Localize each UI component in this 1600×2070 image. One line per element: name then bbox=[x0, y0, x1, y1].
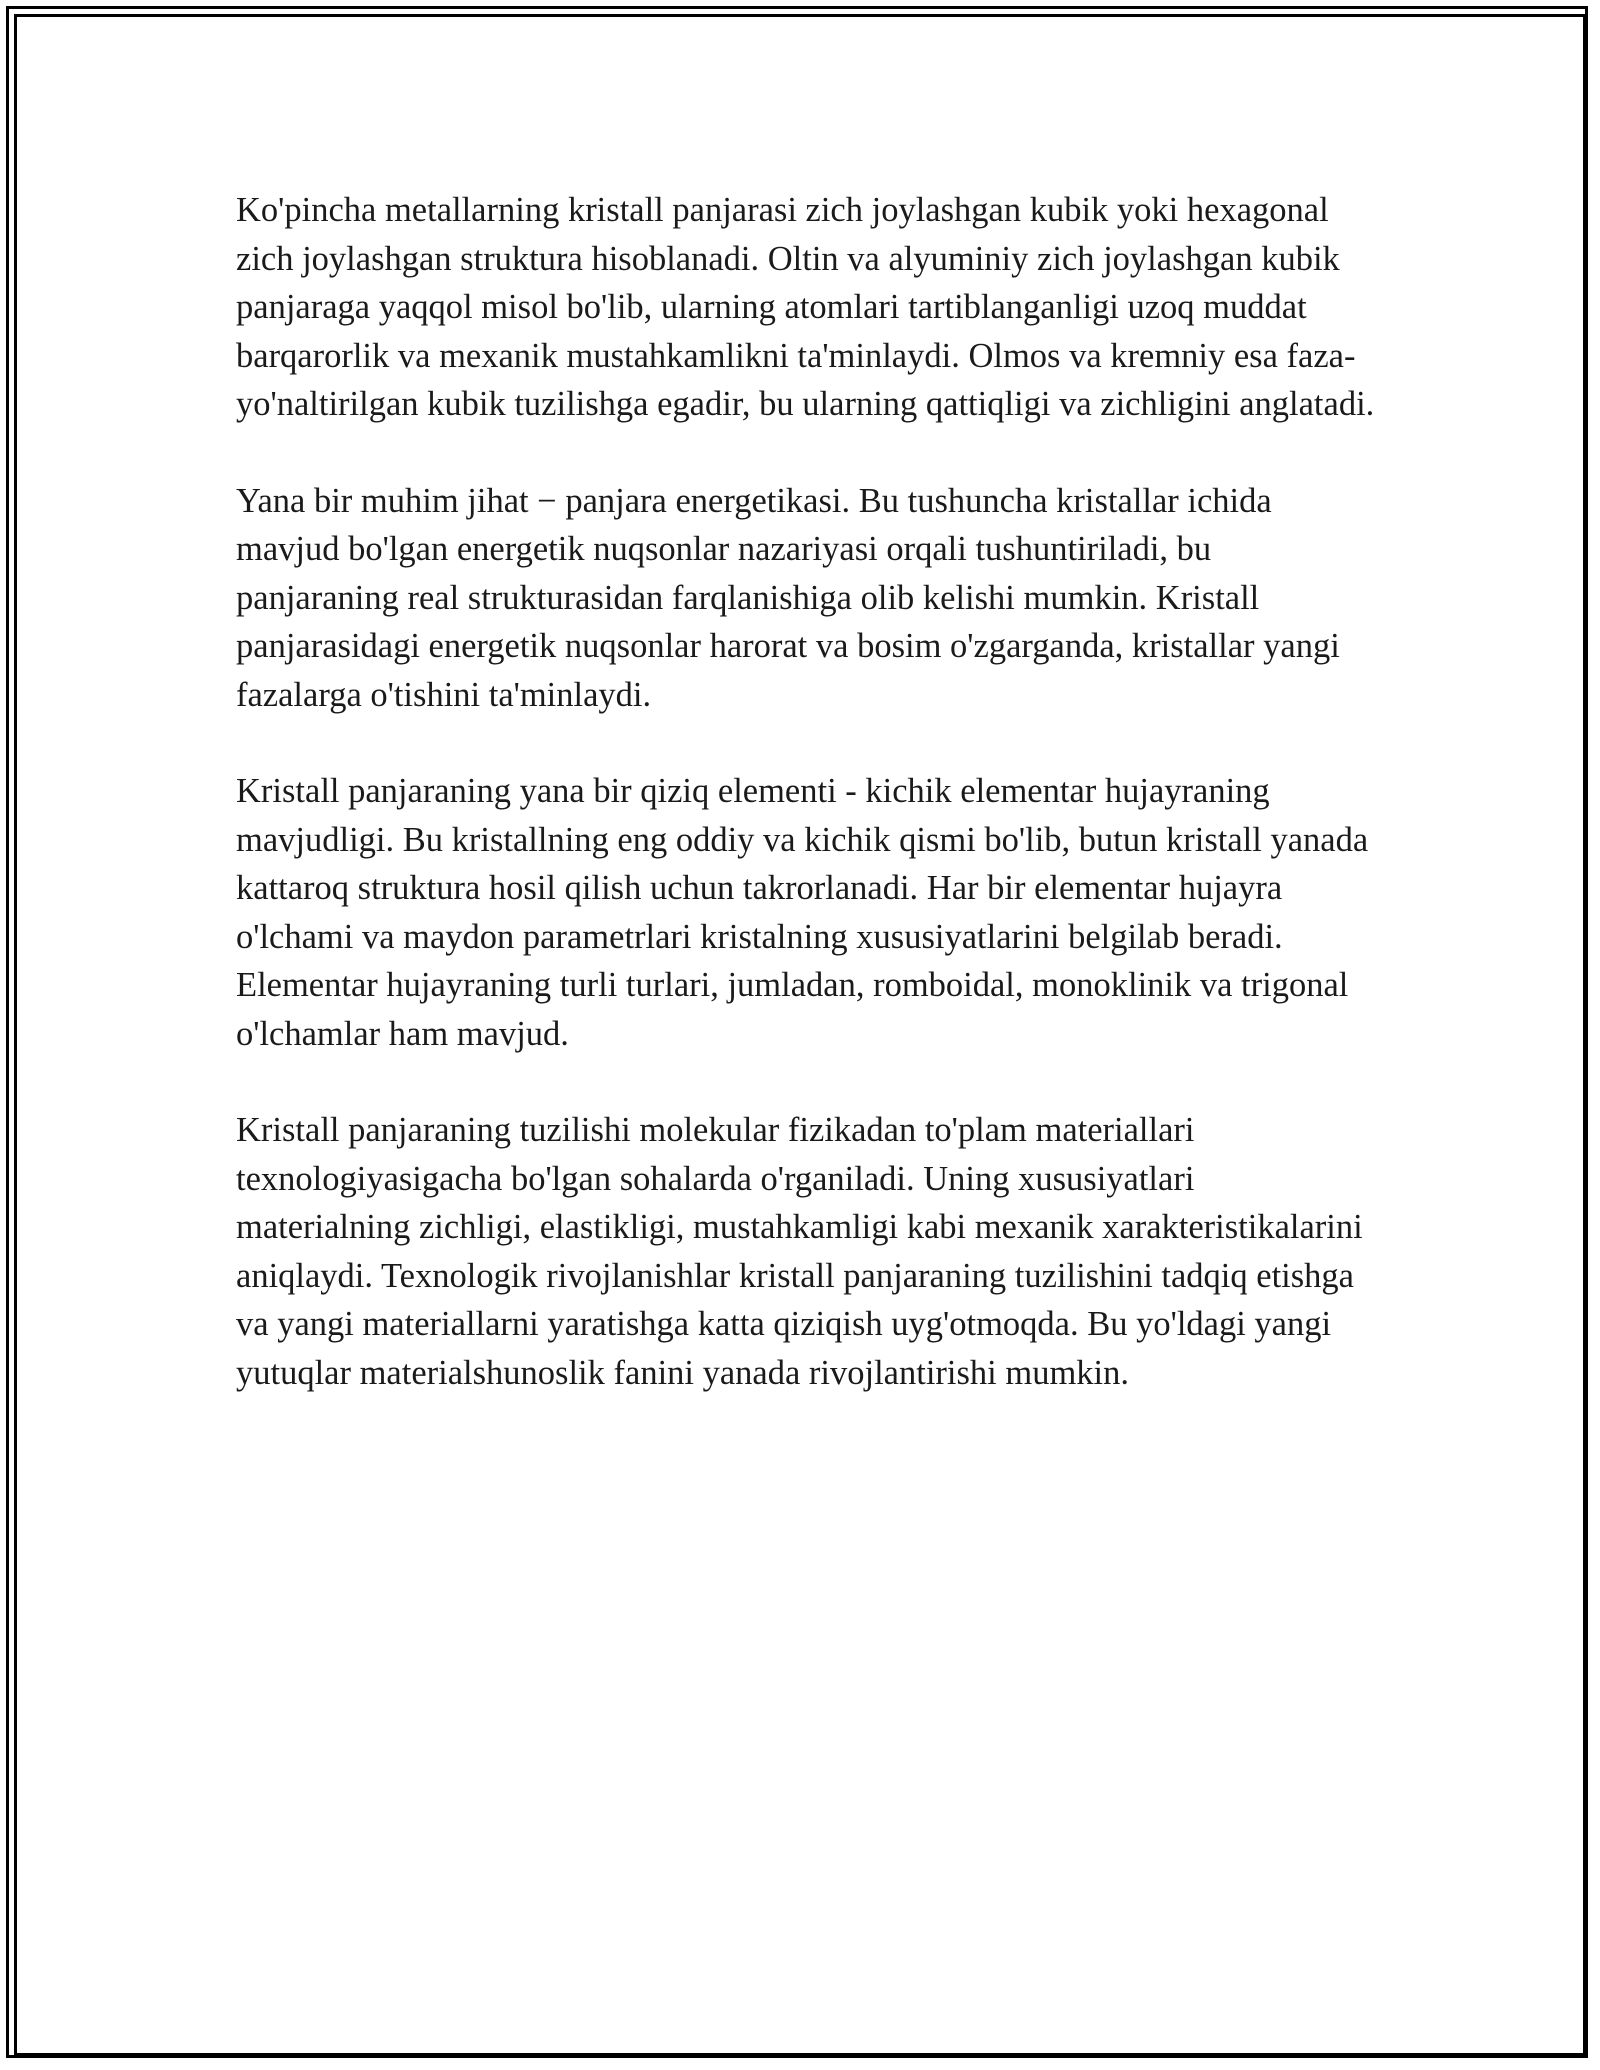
document-body bbox=[236, 186, 1376, 1445]
paragraph-4: Kristall panjaraning tuzilishi molekular fizikadan to'plam materiallari texnologiyasigacha bo'lgan sohalarda o'rganiladi. Uning xususiyatlari materialning zichligi, elastikligi, mustahkamligi kabi mexanik xarakteristikalarini aniqlaydi. Texnologik rivojlanishlar kristall panjaraning tuzilishini tadqiq etishga va yangi materiallarni yaratishga katta qiziqish uyg'otmoqda. Bu yo'ldagi yangi yutuqlar materialshunoslik fanini yanada rivojlantirishi mumkin. bbox=[236, 1111, 1363, 1392]
paragraph-1: Ko'pincha metallarning kristall panjarasi zich joylashgan kubik yoki hexagonal zich joylashgan struktura hisoblanadi. Oltin va alyuminiy zich joylashgan kubik panjaraga yaqqol misol bo'lib, ularning atomlari tartiblanganligi uzoq muddat barqarorlik va mexanik mustahkamlikni ta'minlaydi. Olmos va kremniy esa faza-yo'naltirilgan kubik tuzilishga egadir, bu ularning qattiqligi va zichligini anglatadi. bbox=[236, 191, 1375, 423]
paragraph-2: Yana bir muhim jihat − panjara energetikasi. Bu tushuncha kristallar ichida mavjud bo'lgan energetik nuqsonlar nazariyasi orqali tushuntiriladi, bu panjaraning real strukturasidan farqlanishiga olib kelishi mumkin. Kristall panjarasidagi energetik nuqsonlar harorat va bosim o'zgarganda, kristallar yangi fazalarga o'tishini ta'minlaydi. bbox=[236, 481, 1340, 714]
paragraph-3: Kristall panjaraning yana bir qiziq elementi - kichik elementar hujayraning mavjudligi. Bu kristallning eng oddiy va kichik qismi bo'lib, butun kristall yanada kattaroq struktura hosil qilish uchun takrorlanadi. Har bir elementar hujayra o'lchami va maydon parametrlari kristalning xususiyatlarini belgilab beradi. Elementar hujayraning turli turlari, jumladan, romboidal, monoklinik va trigonal o'lchamlar ham mavjud. bbox=[236, 772, 1369, 1053]
